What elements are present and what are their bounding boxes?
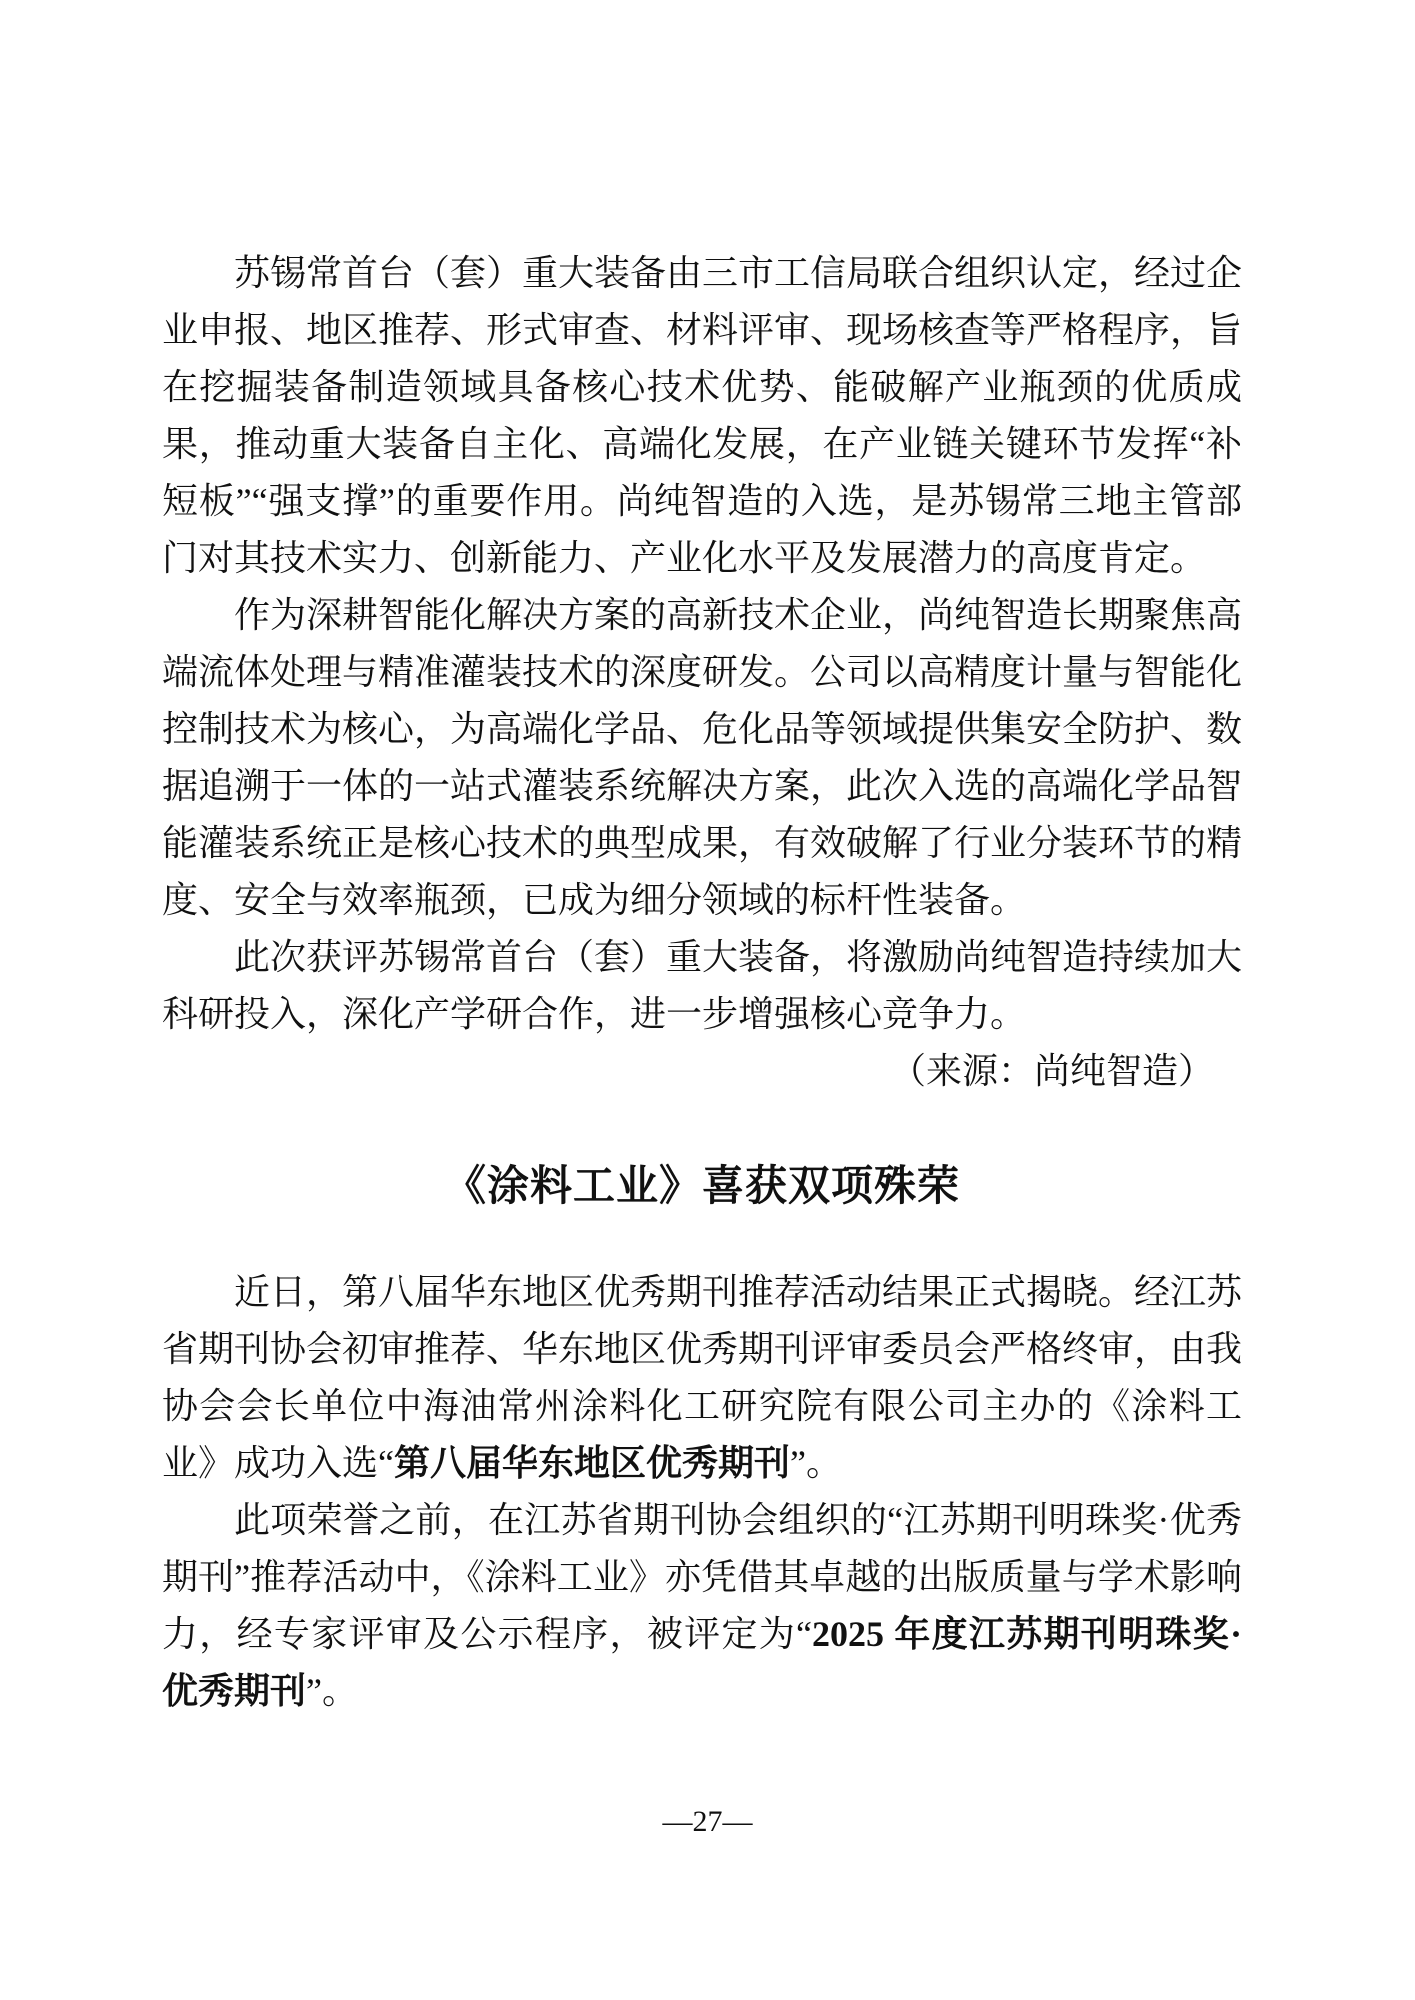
award-name-bold: 第八届华东地区优秀期刊 (393, 1443, 790, 1483)
article-title: 《涂料工业》喜获双项殊荣 (443, 1164, 960, 1210)
paragraph-text: ”。 (790, 1443, 842, 1483)
document-body (162, 245, 1242, 1720)
article2-paragraph-2 (162, 1492, 1242, 1720)
source-attribution: （来源：尚纯智造） (889, 1051, 1214, 1091)
article1-paragraph-3: 此次获评苏锡常首台（套）重大装备，将激励尚纯智造持续加大科研投入，深化产学研合作，进一步增强核心竞争力。 (162, 937, 1243, 1034)
paragraph-text: 此项荣誉之前，在江苏省期刊协会组织的“江苏期刊明珠奖·优秀期刊”推荐活动中，《涂料工业》亦凭借其卓越的出版质量与学术影响力，经专家评审及公示程序，被评定为“ (162, 1500, 1242, 1654)
paragraph-text: ”。 (306, 1671, 358, 1711)
paragraph-text: 近日，第八届华东地区优秀期刊推荐活动结果正式揭晓。经江苏省期刊协会初审推荐、华东地区优秀期刊评审委员会严格终审，由我协会会长单位中海油常州涂料化工研究院有限公司主办的《涂料工业》成功入选“ (162, 1272, 1243, 1483)
award-name-bold: 2025 年度江苏期刊明珠奖·优秀期刊 (162, 1614, 1243, 1711)
article1-paragraph-1: 苏锡常首台（套）重大装备由三市工信局联合组织认定，经过企业申报、地区推荐、形式审查、材料评审、现场核查等严格程序，旨在挖掘装备制造领域具备核心技术优势、能破解产业瓶颈的优质成果，推动重大装备自主化、高端化发展，在产业链关键环节发挥“补短板”“强支撑”的重要作用。尚纯智造的入选，是苏锡常三地主管部门对其技术实力、创新能力、产业化水平及发展潜力的高度肯定。 (162, 253, 1243, 578)
article2-paragraph-1 (162, 1264, 1242, 1492)
page-number: —27— (662, 1805, 753, 1838)
article1-paragraph-2: 作为深耕智能化解决方案的高新技术企业，尚纯智造长期聚焦高端流体处理与精准灌装技术的深度研发。公司以高精度计量与智能化控制技术为核心，为高端化学品、危化品等领域提供集安全防护、数据追溯于一体的一站式灌装系统解决方案，此次入选的高端化学品智能灌装系统正是核心技术的典型成果，有效破解了行业分装环节的精度、安全与效率瓶颈，已成为细分领域的标杆性装备。 (162, 595, 1243, 920)
